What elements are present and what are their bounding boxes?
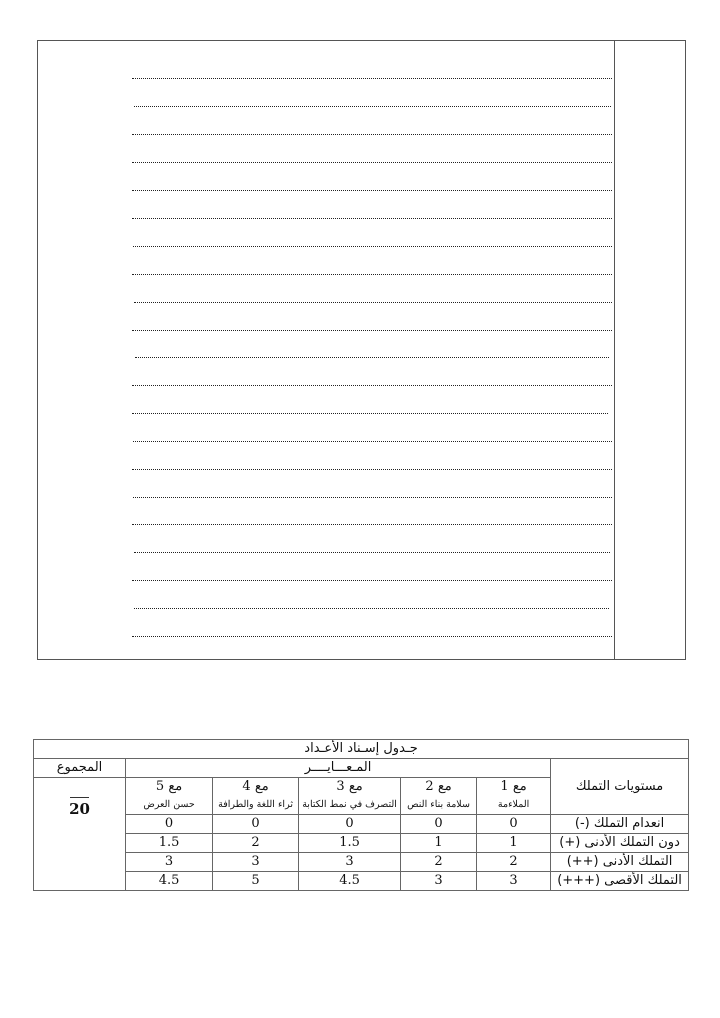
level-label: دون التملك الأدنى (+) xyxy=(551,834,689,853)
table-row xyxy=(34,872,689,891)
score-cell: 1.5 xyxy=(126,834,213,853)
table-row xyxy=(34,853,689,872)
total-header: المجموع xyxy=(34,759,126,778)
score-cell: 1 xyxy=(477,834,551,853)
answer-line[interactable] xyxy=(133,246,612,247)
score-cell: 3 xyxy=(477,872,551,891)
answer-box[interactable] xyxy=(37,40,686,660)
table-row xyxy=(34,834,689,853)
score-cell: 1 xyxy=(401,834,477,853)
score-cell: 0 xyxy=(126,815,213,834)
total-cell xyxy=(34,778,126,891)
criterion-name: الملاءمة xyxy=(497,799,530,810)
criterion-name: التصرف في نمط الكتابة xyxy=(302,799,397,810)
answer-line[interactable] xyxy=(132,190,612,191)
score-cell: 0 xyxy=(213,815,299,834)
total-value: 20 xyxy=(69,800,90,818)
score-cell: 2 xyxy=(213,834,299,853)
table-row xyxy=(34,815,689,834)
criterion-3 xyxy=(299,778,401,815)
answer-line[interactable] xyxy=(132,274,612,275)
score-cell: 1.5 xyxy=(299,834,401,853)
score-cell: 0 xyxy=(401,815,477,834)
answer-line[interactable] xyxy=(132,330,612,331)
answer-line[interactable] xyxy=(132,218,612,219)
criterion-name: ثراء اللغة والطرافة xyxy=(218,799,293,810)
grading-table xyxy=(33,739,689,891)
answer-line[interactable] xyxy=(132,413,608,414)
criterion-name: حسن العرض xyxy=(143,799,195,810)
criterion-code: مع 1 xyxy=(500,779,527,794)
answer-line[interactable] xyxy=(132,636,612,637)
criterion-code: مع 5 xyxy=(155,779,183,794)
score-cell: 3 xyxy=(213,853,299,872)
answer-line[interactable] xyxy=(132,580,612,581)
score-cell: 4.5 xyxy=(299,872,401,891)
score-cell: 0 xyxy=(477,815,551,834)
grading-table-title: جـدول إسـناد الأعـداد xyxy=(34,740,689,759)
score-cell: 0 xyxy=(299,815,401,834)
criterion-code: مع 4 xyxy=(242,779,269,794)
score-cell: 3 xyxy=(126,853,213,872)
answer-line[interactable] xyxy=(132,134,612,135)
answer-line[interactable] xyxy=(132,385,612,386)
score-cell: 4.5 xyxy=(126,872,213,891)
criteria-header: المـعـــايــــر xyxy=(126,759,551,778)
score-cell: 3 xyxy=(299,853,401,872)
level-label: التملك الأدنى (++) xyxy=(551,853,689,872)
answer-line[interactable] xyxy=(132,78,612,79)
criterion-4 xyxy=(213,778,299,815)
levels-header: مستويات التملك xyxy=(551,759,689,815)
score-cell: 5 xyxy=(213,872,299,891)
answer-line[interactable] xyxy=(133,441,612,442)
score-cell: 3 xyxy=(401,872,477,891)
answer-line[interactable] xyxy=(134,608,609,609)
answer-line[interactable] xyxy=(134,302,612,303)
answer-line[interactable] xyxy=(134,106,611,107)
answer-line[interactable] xyxy=(134,552,610,553)
level-label: انعدام التملك (-) xyxy=(551,815,689,834)
score-cell: 2 xyxy=(477,853,551,872)
answer-line[interactable] xyxy=(133,497,612,498)
total-divider xyxy=(70,797,89,798)
criterion-code: مع 2 xyxy=(425,779,452,794)
score-cell: 2 xyxy=(401,853,477,872)
answer-line[interactable] xyxy=(135,357,609,358)
answer-line[interactable] xyxy=(132,469,612,470)
criterion-2 xyxy=(401,778,477,815)
level-label: التملك الأقصى (+++) xyxy=(551,872,689,891)
criterion-1 xyxy=(477,778,551,815)
answer-margin-divider xyxy=(614,40,615,660)
criterion-5 xyxy=(126,778,213,815)
answer-line[interactable] xyxy=(132,524,612,525)
answer-line[interactable] xyxy=(132,162,612,163)
criterion-name: سلامة بناء النص xyxy=(407,799,470,810)
criterion-code: مع 3 xyxy=(336,779,363,794)
